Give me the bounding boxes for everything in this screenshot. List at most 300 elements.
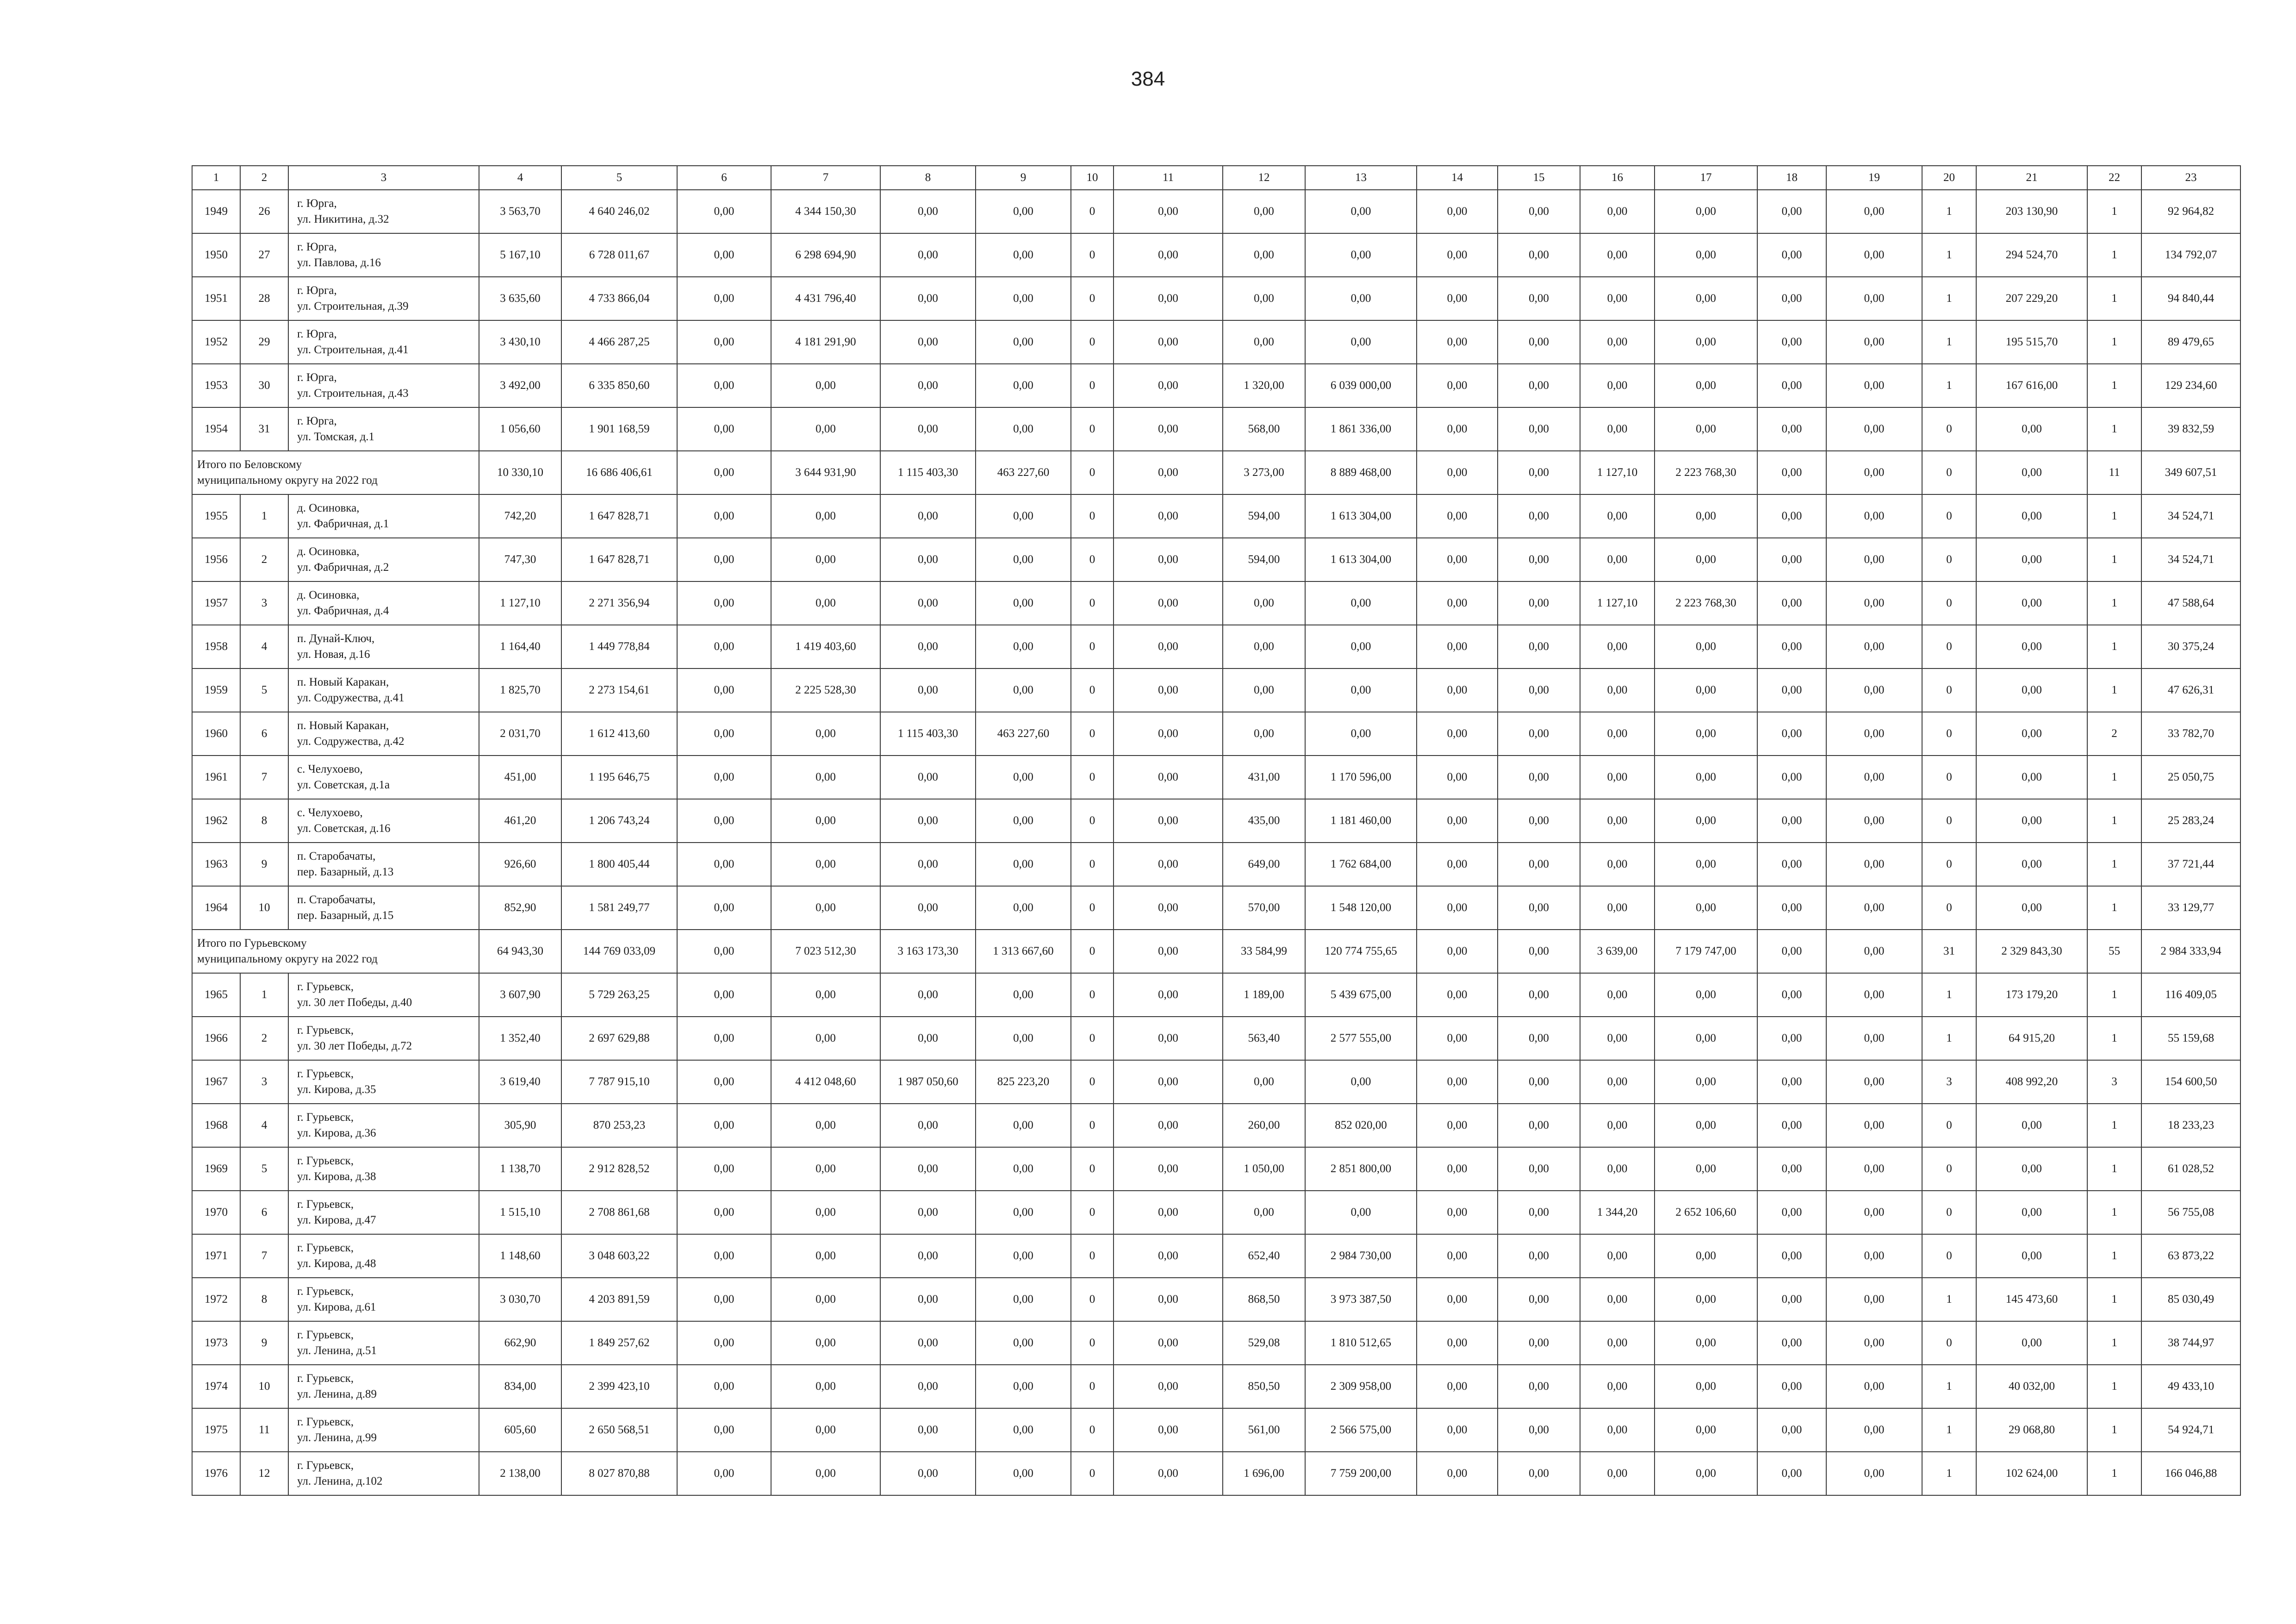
value-cell: 2 225 528,30 [771,668,880,712]
row-subindex-cell: 1 [240,973,288,1017]
value-cell: 0 [1922,668,1976,712]
row-subindex-cell: 2 [240,1017,288,1060]
value-cell: 0 [1071,1104,1114,1147]
value-cell: 0,00 [880,1365,976,1408]
value-cell: 0,00 [771,538,880,581]
value-cell: 0,00 [1826,799,1922,843]
value-cell: 2 851 800,00 [1305,1147,1417,1191]
value-cell: 0,00 [677,1147,771,1191]
value-cell: 2 031,70 [479,712,561,756]
table-row [192,1147,2240,1191]
value-cell: 0,00 [976,1452,1071,1495]
subtotal-label-line: муниципальному округу на 2022 год [197,953,378,965]
value-cell: 1 [2087,973,2141,1017]
address-cell [288,1060,479,1104]
value-cell: 0,00 [1826,973,1922,1017]
value-cell: 25 050,75 [2141,756,2240,799]
value-cell: 0,00 [1580,712,1655,756]
value-cell: 1 [2087,886,2141,930]
value-cell: 0,00 [1757,1017,1826,1060]
value-cell: 0,00 [1114,190,1223,233]
value-cell: 2 271 356,94 [561,581,677,625]
value-cell: 0 [1071,973,1114,1017]
value-cell: 3 619,40 [479,1060,561,1104]
value-cell: 0,00 [880,1234,976,1278]
value-cell: 0,00 [1114,451,1223,494]
value-cell: 1 419 403,60 [771,625,880,668]
value-cell: 1 [1922,1017,1976,1060]
value-cell: 0,00 [677,233,771,277]
row-index-cell: 1957 [192,581,240,625]
value-cell: 1 [1922,320,1976,364]
row-index-cell: 1950 [192,233,240,277]
value-cell: 34 524,71 [2141,538,2240,581]
row-index-cell: 1968 [192,1104,240,1147]
value-cell: 260,00 [1223,1104,1305,1147]
value-cell: 0,00 [1757,277,1826,320]
value-cell: 0,00 [976,277,1071,320]
value-cell: 64 943,30 [479,930,561,973]
value-cell: 47 626,31 [2141,668,2240,712]
address-cell [288,1147,479,1191]
address-line: г. Юрга, [297,415,337,427]
value-cell: 1 [2087,1234,2141,1278]
value-cell: 2 577 555,00 [1305,1017,1417,1060]
value-cell: 1 [1922,277,1976,320]
value-cell: 0 [1071,1147,1114,1191]
value-cell: 0 [1071,581,1114,625]
value-cell: 0,00 [1826,1321,1922,1365]
table-row [192,277,2240,320]
value-cell: 207 229,20 [1976,277,2087,320]
address-line: ул. 30 лет Победы, д.40 [297,996,412,1009]
column-number-header: 18 [1757,166,1826,190]
value-cell: 0 [1071,1408,1114,1452]
value-cell: 0 [1071,1017,1114,1060]
row-index-cell: 1958 [192,625,240,668]
value-cell: 0 [1071,277,1114,320]
data-table [192,165,2241,1496]
address-line: ул. Кирова, д.48 [297,1257,376,1270]
value-cell: 605,60 [479,1408,561,1452]
address-line: г. Юрга, [297,328,337,340]
address-line: ул. Советская, д.1а [297,779,390,791]
address-cell [288,407,479,451]
address-line: г. Гурьевск, [297,1024,354,1037]
value-cell: 4 640 246,02 [561,190,677,233]
row-index-cell: 1974 [192,1365,240,1408]
address-line: ул. Фабричная, д.4 [297,605,389,617]
value-cell: 0,00 [1976,1147,2087,1191]
value-cell: 0,00 [1114,1365,1223,1408]
address-line: ул. Фабричная, д.1 [297,518,389,530]
value-cell: 5 729 263,25 [561,973,677,1017]
value-cell: 852 020,00 [1305,1104,1417,1147]
value-cell: 0,00 [1417,581,1498,625]
subtotal-label [192,451,479,494]
value-cell: 0,00 [1655,1234,1757,1278]
value-cell: 0 [1071,364,1114,407]
value-cell: 7 787 915,10 [561,1060,677,1104]
value-cell: 0,00 [677,494,771,538]
value-cell: 6 728 011,67 [561,233,677,277]
value-cell: 0,00 [1976,1104,2087,1147]
value-cell: 29 068,80 [1976,1408,2087,1452]
table-row [192,538,2240,581]
value-cell: 0,00 [1655,712,1757,756]
value-cell: 1 [2087,756,2141,799]
address-line: г. Гурьевск, [297,1111,354,1124]
table-row [192,1234,2240,1278]
address-line: г. Юрга, [297,241,337,253]
value-cell: 0,00 [976,1147,1071,1191]
row-index-cell: 1952 [192,320,240,364]
value-cell: 1 148,60 [479,1234,561,1278]
value-cell: 0,00 [1114,1060,1223,1104]
value-cell: 3 635,60 [479,277,561,320]
table-row [192,1408,2240,1452]
value-cell: 1 [2087,581,2141,625]
value-cell: 0,00 [1114,320,1223,364]
table-row [192,799,2240,843]
value-cell: 34 524,71 [2141,494,2240,538]
value-cell: 0,00 [1976,1234,2087,1278]
row-subindex-cell: 29 [240,320,288,364]
column-number-header: 8 [880,166,976,190]
column-number-header: 16 [1580,166,1655,190]
value-cell: 8 027 870,88 [561,1452,677,1495]
address-line: ул. Никитина, д.32 [297,213,389,225]
address-cell [288,843,479,886]
value-cell: 2 708 861,68 [561,1191,677,1234]
subtotal-row [192,451,2240,494]
value-cell: 0,00 [1305,320,1417,364]
row-subindex-cell: 7 [240,1234,288,1278]
value-cell: 1 [2087,1408,2141,1452]
address-line: п. Новый Каракан, [297,719,389,732]
value-cell: 39 832,59 [2141,407,2240,451]
subtotal-label-line: Итого по Беловскому [197,458,302,471]
value-cell: 926,60 [479,843,561,886]
row-subindex-cell: 28 [240,277,288,320]
value-cell: 1 127,10 [1580,451,1655,494]
value-cell: 0,00 [880,233,976,277]
value-cell: 0 [1071,190,1114,233]
value-cell: 0 [1071,886,1114,930]
row-index-cell: 1972 [192,1278,240,1321]
value-cell: 0,00 [1114,886,1223,930]
value-cell: 1 612 413,60 [561,712,677,756]
value-cell: 0,00 [677,668,771,712]
subtotal-row [192,930,2240,973]
value-cell: 4 431 796,40 [771,277,880,320]
column-number-header: 10 [1071,166,1114,190]
value-cell: 0,00 [1655,1104,1757,1147]
value-cell: 0,00 [677,1234,771,1278]
value-cell: 0,00 [1826,1234,1922,1278]
value-cell: 0,00 [1417,799,1498,843]
value-cell: 0,00 [1417,668,1498,712]
value-cell: 0,00 [880,1191,976,1234]
value-cell: 61 028,52 [2141,1147,2240,1191]
value-cell: 63 873,22 [2141,1234,2240,1278]
value-cell: 0,00 [1114,973,1223,1017]
value-cell: 0,00 [1757,1191,1826,1234]
value-cell: 195 515,70 [1976,320,2087,364]
address-cell [288,494,479,538]
value-cell: 1 [1922,1408,1976,1452]
value-cell: 0,00 [1417,364,1498,407]
value-cell: 0,00 [880,1017,976,1060]
value-cell: 1 449 778,84 [561,625,677,668]
value-cell: 0,00 [1114,1408,1223,1452]
address-cell [288,364,479,407]
value-cell: 0,00 [1976,407,2087,451]
value-cell: 0,00 [1757,320,1826,364]
value-cell: 0,00 [1498,668,1580,712]
table-row [192,1104,2240,1147]
value-cell: 1 [2087,668,2141,712]
row-index-cell: 1965 [192,973,240,1017]
value-cell: 0,00 [677,625,771,668]
value-cell: 1 056,60 [479,407,561,451]
address-cell [288,277,479,320]
value-cell: 1 515,10 [479,1191,561,1234]
value-cell: 0,00 [1580,625,1655,668]
value-cell: 0 [1071,1365,1114,1408]
row-subindex-cell: 5 [240,1147,288,1191]
value-cell: 0,00 [1223,581,1305,625]
address-cell [288,1452,479,1495]
value-cell: 463 227,60 [976,712,1071,756]
value-cell: 0,00 [1655,190,1757,233]
value-cell: 3 273,00 [1223,451,1305,494]
value-cell: 0 [1071,930,1114,973]
value-cell: 0,00 [1498,451,1580,494]
value-cell: 0,00 [1305,668,1417,712]
address-line: г. Гурьевск, [297,1068,354,1080]
value-cell: 0,00 [1498,407,1580,451]
value-cell: 1 762 684,00 [1305,843,1417,886]
value-cell: 0,00 [1757,581,1826,625]
value-cell: 0,00 [976,625,1071,668]
value-cell: 0 [1071,1234,1114,1278]
value-cell: 0,00 [1826,277,1922,320]
value-cell: 2 309 958,00 [1305,1365,1417,1408]
value-cell: 0,00 [880,277,976,320]
table-row [192,1278,2240,1321]
table-row [192,712,2240,756]
value-cell: 0,00 [771,1321,880,1365]
value-cell: 0,00 [1826,581,1922,625]
address-line: ул. Содружества, д.41 [297,692,404,704]
column-number-header: 2 [240,166,288,190]
address-cell [288,799,479,843]
address-line: ул. Строительная, д.41 [297,344,409,356]
value-cell: 0,00 [1417,1321,1498,1365]
value-cell: 0,00 [1498,1017,1580,1060]
value-cell: 0,00 [1114,581,1223,625]
address-cell [288,1278,479,1321]
value-cell: 10 330,10 [479,451,561,494]
value-cell: 568,00 [1223,407,1305,451]
address-cell [288,756,479,799]
value-cell: 0,00 [677,930,771,973]
value-cell: 594,00 [1223,538,1305,581]
value-cell: 0,00 [677,320,771,364]
value-cell: 1 [2087,1365,2141,1408]
value-cell: 1 [2087,843,2141,886]
value-cell: 305,90 [479,1104,561,1147]
value-cell: 0,00 [1757,843,1826,886]
column-number-header: 6 [677,166,771,190]
value-cell: 0,00 [1757,1104,1826,1147]
value-cell: 2 697 629,88 [561,1017,677,1060]
value-cell: 0,00 [1757,1278,1826,1321]
value-cell: 1 548 120,00 [1305,886,1417,930]
value-cell: 116 409,05 [2141,973,2240,1017]
table-row [192,494,2240,538]
value-cell: 2 223 768,30 [1655,451,1757,494]
value-cell: 0,00 [976,756,1071,799]
value-cell: 0,00 [1655,407,1757,451]
row-subindex-cell: 4 [240,1104,288,1147]
column-number-header: 11 [1114,166,1223,190]
value-cell: 0,00 [1757,712,1826,756]
value-cell: 463 227,60 [976,451,1071,494]
value-cell: 0,00 [1826,190,1922,233]
value-cell: 0,00 [1757,1365,1826,1408]
address-cell [288,538,479,581]
row-index-cell: 1954 [192,407,240,451]
value-cell: 0,00 [1223,233,1305,277]
table-row [192,973,2240,1017]
value-cell: 0,00 [1417,1452,1498,1495]
value-cell: 0,00 [1417,1278,1498,1321]
value-cell: 4 344 150,30 [771,190,880,233]
value-cell: 3 973 387,50 [1305,1278,1417,1321]
value-cell: 0,00 [1580,277,1655,320]
column-number-header: 17 [1655,166,1757,190]
value-cell: 825 223,20 [976,1060,1071,1104]
value-cell: 0,00 [880,190,976,233]
value-cell: 0,00 [976,190,1071,233]
value-cell: 0,00 [976,364,1071,407]
address-cell [288,1017,479,1060]
header-row [192,166,2240,190]
row-subindex-cell: 1 [240,494,288,538]
row-subindex-cell: 5 [240,668,288,712]
row-index-cell: 1953 [192,364,240,407]
value-cell: 0,00 [677,538,771,581]
value-cell: 2 566 575,00 [1305,1408,1417,1452]
value-cell: 0,00 [677,1191,771,1234]
value-cell: 0 [1071,843,1114,886]
row-subindex-cell: 30 [240,364,288,407]
value-cell: 0,00 [1655,625,1757,668]
value-cell: 0,00 [1305,1060,1417,1104]
value-cell: 0,00 [880,973,976,1017]
address-cell [288,1408,479,1452]
value-cell: 1 825,70 [479,668,561,712]
value-cell: 0,00 [1114,756,1223,799]
value-cell: 3 [2087,1060,2141,1104]
value-cell: 0,00 [1655,538,1757,581]
value-cell: 0,00 [1580,1060,1655,1104]
value-cell: 0,00 [1826,1278,1922,1321]
value-cell: 0,00 [771,581,880,625]
value-cell: 0,00 [1498,581,1580,625]
value-cell: 3 163 173,30 [880,930,976,973]
value-cell: 7 179 747,00 [1655,930,1757,973]
value-cell: 0,00 [1655,364,1757,407]
value-cell: 834,00 [479,1365,561,1408]
value-cell: 0,00 [1580,364,1655,407]
address-line: ул. Ленина, д.51 [297,1344,377,1357]
value-cell: 0,00 [976,1017,1071,1060]
value-cell: 0,00 [1826,930,1922,973]
value-cell: 3 048 603,22 [561,1234,677,1278]
row-index-cell: 1955 [192,494,240,538]
address-line: п. Старобачаты, [297,850,376,862]
value-cell: 0,00 [1826,756,1922,799]
value-cell: 56 755,08 [2141,1191,2240,1234]
address-line: г. Гурьевск, [297,1155,354,1167]
row-index-cell: 1966 [192,1017,240,1060]
value-cell: 0,00 [1826,494,1922,538]
value-cell: 129 234,60 [2141,364,2240,407]
value-cell: 0,00 [976,973,1071,1017]
subtotal-label-line: муниципальному округу на 2022 год [197,474,378,487]
value-cell: 0,00 [1498,1365,1580,1408]
value-cell: 2 [2087,712,2141,756]
value-cell: 0,00 [1976,886,2087,930]
value-cell: 0,00 [880,320,976,364]
value-cell: 0,00 [976,843,1071,886]
value-cell: 0,00 [771,1104,880,1147]
value-cell: 0,00 [1826,1452,1922,1495]
value-cell: 0,00 [1114,538,1223,581]
address-cell [288,668,479,712]
value-cell: 25 283,24 [2141,799,2240,843]
value-cell: 0,00 [1417,625,1498,668]
value-cell: 0,00 [1305,625,1417,668]
row-subindex-cell: 8 [240,1278,288,1321]
value-cell: 0,00 [1757,1408,1826,1452]
value-cell: 0,00 [1655,1321,1757,1365]
value-cell: 0,00 [1580,1408,1655,1452]
value-cell: 0,00 [1757,494,1826,538]
value-cell: 850,50 [1223,1365,1305,1408]
value-cell: 1 320,00 [1223,364,1305,407]
value-cell: 0,00 [1114,625,1223,668]
row-index-cell: 1969 [192,1147,240,1191]
value-cell: 0,00 [1498,1408,1580,1452]
value-cell: 0,00 [1976,756,2087,799]
row-subindex-cell: 10 [240,1365,288,1408]
value-cell: 0,00 [1655,843,1757,886]
value-cell: 1 [2087,1104,2141,1147]
value-cell: 1 [2087,1147,2141,1191]
value-cell: 5 439 675,00 [1305,973,1417,1017]
value-cell: 5 167,10 [479,233,561,277]
row-subindex-cell: 8 [240,799,288,843]
value-cell: 0,00 [1826,233,1922,277]
value-cell: 0,00 [1417,843,1498,886]
value-cell: 0,00 [677,277,771,320]
value-cell: 0,00 [771,1234,880,1278]
value-cell: 0,00 [1580,1104,1655,1147]
